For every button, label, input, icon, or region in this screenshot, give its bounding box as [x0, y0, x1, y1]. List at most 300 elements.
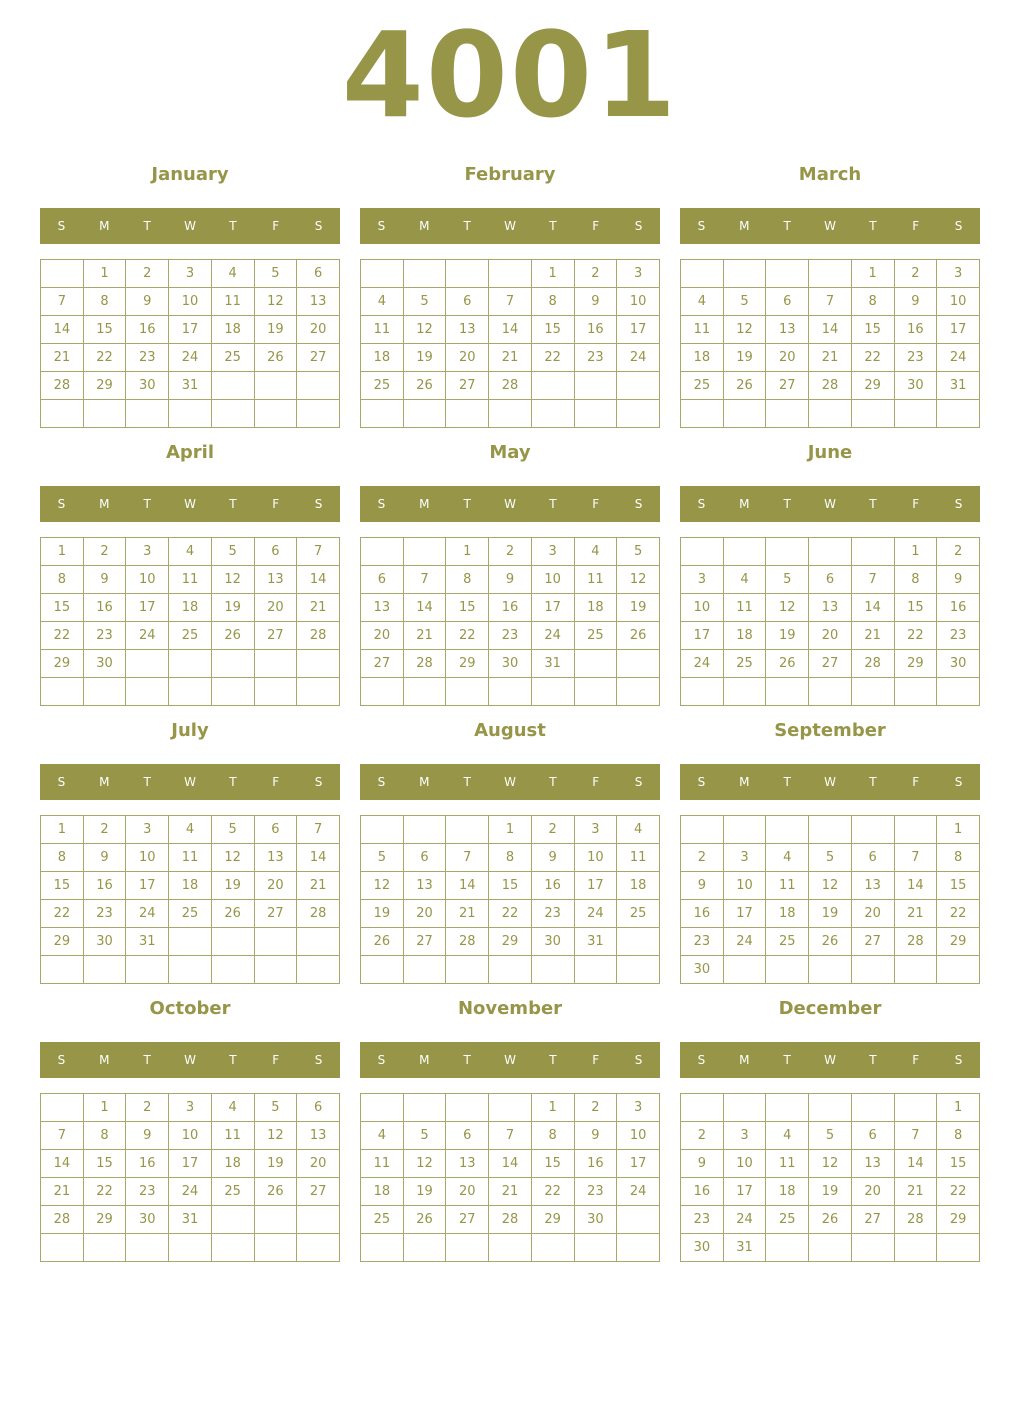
week-row [361, 650, 660, 678]
day-cell: 18 [617, 872, 660, 900]
weekday-label: T [783, 775, 791, 789]
day-cell [489, 260, 532, 288]
weekday-label: W [824, 497, 836, 511]
day-cell: 13 [809, 594, 852, 622]
day-cell: 2 [681, 1122, 724, 1150]
week-row [681, 1150, 980, 1178]
month-name: April [165, 442, 215, 463]
week-row [681, 288, 980, 316]
day-cell: 29 [41, 928, 84, 956]
weekday-label: S [697, 219, 706, 233]
day-cell: 15 [531, 1150, 574, 1178]
day-cell: 14 [297, 566, 340, 594]
day-cell: 13 [254, 566, 297, 594]
day-cell [617, 1206, 660, 1234]
weekday-label: W [184, 775, 196, 789]
day-cell: 25 [617, 900, 660, 928]
day-cell: 8 [83, 1122, 126, 1150]
day-cell: 20 [446, 1178, 489, 1206]
day-cell: 18 [211, 316, 254, 344]
day-cell: 12 [766, 594, 809, 622]
day-cell [937, 1234, 980, 1262]
weekday-label: T [229, 1053, 237, 1067]
week-row [41, 372, 340, 400]
day-cell: 13 [766, 316, 809, 344]
weekday-label: S [697, 1053, 706, 1067]
day-cell [41, 956, 84, 984]
day-cell: 13 [851, 872, 894, 900]
day-cell: 17 [723, 1178, 766, 1206]
day-cell: 7 [489, 288, 532, 316]
day-cell: 23 [574, 1178, 617, 1206]
day-cell [574, 400, 617, 428]
day-cell: 2 [574, 260, 617, 288]
day-cell [766, 400, 809, 428]
day-cell: 21 [41, 344, 84, 372]
day-cell: 21 [809, 344, 852, 372]
week-row [41, 1094, 340, 1122]
day-cell: 3 [126, 538, 169, 566]
day-cell: 6 [403, 844, 446, 872]
week-row [361, 1150, 660, 1178]
week-row [361, 566, 660, 594]
day-cell: 23 [489, 622, 532, 650]
month-name: January [151, 164, 229, 185]
week-row [681, 594, 980, 622]
day-cell: 31 [169, 1206, 212, 1234]
day-cell: 2 [83, 538, 126, 566]
day-cell [297, 956, 340, 984]
day-cell [83, 1234, 126, 1262]
day-cell [446, 816, 489, 844]
day-cell: 25 [766, 1206, 809, 1234]
day-cell: 1 [531, 1094, 574, 1122]
day-cell: 26 [211, 622, 254, 650]
day-cell: 4 [169, 538, 212, 566]
day-cell: 21 [403, 622, 446, 650]
day-cell [809, 538, 852, 566]
day-cell [169, 678, 212, 706]
day-cell [297, 1234, 340, 1262]
weekday-label: W [824, 219, 836, 233]
day-cell: 10 [617, 288, 660, 316]
day-cell [766, 678, 809, 706]
day-cell [574, 678, 617, 706]
day-cell: 16 [681, 900, 724, 928]
day-cell [361, 956, 404, 984]
day-cell: 3 [126, 816, 169, 844]
day-cell: 11 [211, 1122, 254, 1150]
day-cell: 30 [681, 956, 724, 984]
day-cell: 24 [126, 900, 169, 928]
weekday-label: M [739, 219, 750, 233]
day-cell: 17 [169, 1150, 212, 1178]
weekday-label: W [504, 497, 516, 511]
day-cell [531, 956, 574, 984]
week-row [681, 1234, 980, 1262]
day-cell: 6 [851, 1122, 894, 1150]
day-cell [894, 1234, 937, 1262]
day-cell [403, 956, 446, 984]
day-cell: 13 [446, 316, 489, 344]
month-name: September [774, 720, 886, 741]
day-cell: 26 [254, 1178, 297, 1206]
weekday-header [40, 208, 340, 244]
day-cell: 4 [766, 844, 809, 872]
day-cell: 21 [489, 1178, 532, 1206]
day-cell: 18 [211, 1150, 254, 1178]
weekday-header [680, 1042, 980, 1078]
day-cell: 8 [937, 1122, 980, 1150]
day-cell: 4 [574, 538, 617, 566]
day-cell: 1 [937, 1094, 980, 1122]
day-cell: 2 [937, 538, 980, 566]
day-cell: 19 [809, 1178, 852, 1206]
day-cell: 18 [681, 344, 724, 372]
day-cell: 4 [211, 260, 254, 288]
day-cell: 13 [851, 1150, 894, 1178]
day-cell: 22 [41, 622, 84, 650]
day-cell: 7 [809, 288, 852, 316]
day-cell: 15 [41, 872, 84, 900]
weekday-label: S [954, 1053, 963, 1067]
day-cell: 12 [211, 566, 254, 594]
day-cell: 22 [937, 1178, 980, 1206]
day-cell: 17 [574, 872, 617, 900]
day-cell: 31 [531, 650, 574, 678]
day-cell [169, 928, 212, 956]
day-cell: 20 [851, 900, 894, 928]
day-cell [937, 400, 980, 428]
day-cell: 9 [574, 1122, 617, 1150]
week-row [681, 956, 980, 984]
day-grid [40, 1093, 340, 1262]
day-cell: 31 [723, 1234, 766, 1262]
day-cell: 1 [489, 816, 532, 844]
day-cell: 8 [489, 844, 532, 872]
day-cell: 26 [211, 900, 254, 928]
day-cell [126, 678, 169, 706]
day-cell: 27 [254, 622, 297, 650]
weekday-label: S [954, 497, 963, 511]
month-name: June [807, 442, 853, 463]
day-cell [254, 400, 297, 428]
day-cell: 20 [297, 316, 340, 344]
week-row [41, 816, 340, 844]
day-cell [681, 400, 724, 428]
day-cell: 19 [254, 316, 297, 344]
day-cell: 5 [809, 1122, 852, 1150]
day-cell: 17 [617, 1150, 660, 1178]
day-cell: 10 [723, 1150, 766, 1178]
week-row [41, 844, 340, 872]
day-cell: 2 [894, 260, 937, 288]
day-cell [126, 1234, 169, 1262]
day-cell [489, 1234, 532, 1262]
weekday-label: S [377, 1053, 386, 1067]
week-row [361, 538, 660, 566]
day-cell: 2 [126, 260, 169, 288]
day-cell: 17 [531, 594, 574, 622]
day-cell [297, 678, 340, 706]
day-cell: 25 [723, 650, 766, 678]
week-row [681, 566, 980, 594]
day-cell: 28 [851, 650, 894, 678]
week-row [681, 678, 980, 706]
day-cell [723, 1094, 766, 1122]
day-cell: 27 [361, 650, 404, 678]
week-row [361, 594, 660, 622]
week-row [361, 1094, 660, 1122]
day-cell: 9 [489, 566, 532, 594]
day-cell: 22 [446, 622, 489, 650]
day-cell [211, 1234, 254, 1262]
day-cell: 14 [41, 1150, 84, 1178]
day-cell: 15 [83, 1150, 126, 1178]
day-cell: 21 [41, 1178, 84, 1206]
day-cell: 4 [766, 1122, 809, 1150]
weekday-header [40, 486, 340, 522]
weekday-label: S [314, 219, 323, 233]
day-cell [723, 400, 766, 428]
day-cell [169, 400, 212, 428]
week-row [41, 288, 340, 316]
week-row [681, 1206, 980, 1234]
day-cell: 1 [83, 1094, 126, 1122]
week-row [41, 344, 340, 372]
week-row [361, 1178, 660, 1206]
weekday-label: F [272, 775, 280, 789]
day-cell: 3 [617, 1094, 660, 1122]
day-cell [617, 956, 660, 984]
day-cell [41, 1094, 84, 1122]
weekday-label: F [912, 219, 920, 233]
weekday-label: S [634, 497, 643, 511]
day-cell [894, 816, 937, 844]
week-row [41, 1178, 340, 1206]
day-cell: 25 [681, 372, 724, 400]
day-cell [254, 1234, 297, 1262]
day-cell: 19 [766, 622, 809, 650]
day-cell: 10 [681, 594, 724, 622]
weekday-header [680, 486, 980, 522]
day-cell [681, 260, 724, 288]
day-cell: 28 [894, 1206, 937, 1234]
week-row [41, 1234, 340, 1262]
day-cell: 16 [126, 1150, 169, 1178]
day-cell: 4 [361, 1122, 404, 1150]
week-row [41, 594, 340, 622]
day-cell: 17 [723, 900, 766, 928]
day-cell: 30 [83, 928, 126, 956]
day-cell: 10 [126, 566, 169, 594]
day-cell: 7 [489, 1122, 532, 1150]
weekday-label: W [824, 775, 836, 789]
day-cell: 19 [809, 900, 852, 928]
day-cell: 14 [297, 844, 340, 872]
day-cell [851, 400, 894, 428]
day-cell: 27 [809, 650, 852, 678]
day-cell [894, 678, 937, 706]
day-cell: 27 [851, 928, 894, 956]
weekday-header [40, 764, 340, 800]
day-cell [297, 928, 340, 956]
day-cell: 26 [766, 650, 809, 678]
day-cell: 14 [894, 1150, 937, 1178]
day-cell: 20 [254, 594, 297, 622]
day-cell: 9 [126, 1122, 169, 1150]
day-cell: 25 [211, 344, 254, 372]
day-cell: 25 [211, 1178, 254, 1206]
day-cell [937, 678, 980, 706]
day-cell: 31 [169, 372, 212, 400]
day-cell: 3 [681, 566, 724, 594]
day-grid [40, 259, 340, 428]
day-cell: 14 [403, 594, 446, 622]
day-cell: 11 [681, 316, 724, 344]
day-cell: 24 [723, 1206, 766, 1234]
day-cell [254, 372, 297, 400]
day-cell: 10 [169, 1122, 212, 1150]
day-cell: 30 [937, 650, 980, 678]
weekday-label: T [463, 1053, 471, 1067]
day-cell: 20 [851, 1178, 894, 1206]
day-cell: 15 [83, 316, 126, 344]
day-cell: 23 [894, 344, 937, 372]
weekday-label: M [739, 775, 750, 789]
day-cell: 9 [531, 844, 574, 872]
day-cell: 25 [766, 928, 809, 956]
day-cell: 16 [894, 316, 937, 344]
day-cell: 4 [681, 288, 724, 316]
day-cell: 6 [446, 1122, 489, 1150]
month-name: May [489, 442, 531, 463]
day-cell [681, 678, 724, 706]
day-cell [894, 400, 937, 428]
day-cell [617, 400, 660, 428]
day-cell: 17 [617, 316, 660, 344]
day-cell: 6 [361, 566, 404, 594]
day-cell: 8 [894, 566, 937, 594]
month-october [40, 994, 340, 1262]
week-row [361, 816, 660, 844]
week-row [681, 1122, 980, 1150]
day-cell: 3 [723, 1122, 766, 1150]
day-cell: 8 [531, 288, 574, 316]
weekday-header [680, 764, 980, 800]
month-name: July [171, 720, 209, 741]
week-row [681, 400, 980, 428]
week-row [361, 400, 660, 428]
weekday-label: T [143, 219, 151, 233]
weekday-label: F [912, 775, 920, 789]
weekday-label: F [592, 219, 600, 233]
weekday-label: T [143, 775, 151, 789]
day-cell: 1 [83, 260, 126, 288]
day-cell: 7 [851, 566, 894, 594]
day-cell: 2 [681, 844, 724, 872]
day-cell: 19 [211, 594, 254, 622]
day-cell: 23 [937, 622, 980, 650]
day-cell [766, 1234, 809, 1262]
day-cell: 16 [574, 316, 617, 344]
day-cell: 23 [574, 344, 617, 372]
day-cell: 29 [851, 372, 894, 400]
day-cell: 22 [41, 900, 84, 928]
day-cell: 12 [617, 566, 660, 594]
day-cell: 29 [83, 372, 126, 400]
day-cell: 11 [361, 316, 404, 344]
day-cell: 23 [681, 1206, 724, 1234]
day-cell: 20 [766, 344, 809, 372]
day-cell [41, 260, 84, 288]
day-cell: 26 [809, 928, 852, 956]
weekday-label: T [463, 497, 471, 511]
weekday-label: W [504, 219, 516, 233]
day-cell: 8 [937, 844, 980, 872]
month-november [360, 994, 660, 1262]
day-cell: 21 [446, 900, 489, 928]
weekday-label: W [504, 775, 516, 789]
day-cell: 6 [809, 566, 852, 594]
week-row [361, 1206, 660, 1234]
day-cell: 19 [617, 594, 660, 622]
day-cell: 5 [723, 288, 766, 316]
day-cell: 16 [531, 872, 574, 900]
weekday-label: S [634, 775, 643, 789]
day-cell [361, 538, 404, 566]
weekday-label: T [143, 1053, 151, 1067]
day-cell [574, 650, 617, 678]
day-cell [681, 538, 724, 566]
day-cell [254, 650, 297, 678]
day-cell: 13 [403, 872, 446, 900]
day-cell: 14 [446, 872, 489, 900]
day-cell: 12 [809, 1150, 852, 1178]
day-cell: 31 [126, 928, 169, 956]
day-cell [254, 1206, 297, 1234]
week-row [361, 844, 660, 872]
day-cell: 21 [894, 900, 937, 928]
day-cell [851, 538, 894, 566]
weekday-label: S [314, 775, 323, 789]
day-cell: 5 [403, 288, 446, 316]
day-cell [297, 372, 340, 400]
weekday-label: S [634, 1053, 643, 1067]
week-row [681, 872, 980, 900]
day-cell [403, 1094, 446, 1122]
day-cell: 1 [41, 538, 84, 566]
day-cell: 6 [254, 816, 297, 844]
weekday-label: F [592, 497, 600, 511]
day-grid [680, 815, 980, 984]
weekday-label: M [419, 1053, 430, 1067]
week-row [41, 316, 340, 344]
day-cell: 17 [681, 622, 724, 650]
weekday-label: F [272, 219, 280, 233]
day-cell: 27 [403, 928, 446, 956]
day-cell [617, 678, 660, 706]
day-cell: 9 [126, 288, 169, 316]
day-cell: 14 [894, 872, 937, 900]
day-cell: 24 [531, 622, 574, 650]
day-cell [169, 956, 212, 984]
weekday-label: T [549, 1053, 557, 1067]
week-row [41, 678, 340, 706]
day-cell: 29 [937, 928, 980, 956]
day-cell: 11 [574, 566, 617, 594]
day-cell: 17 [126, 594, 169, 622]
